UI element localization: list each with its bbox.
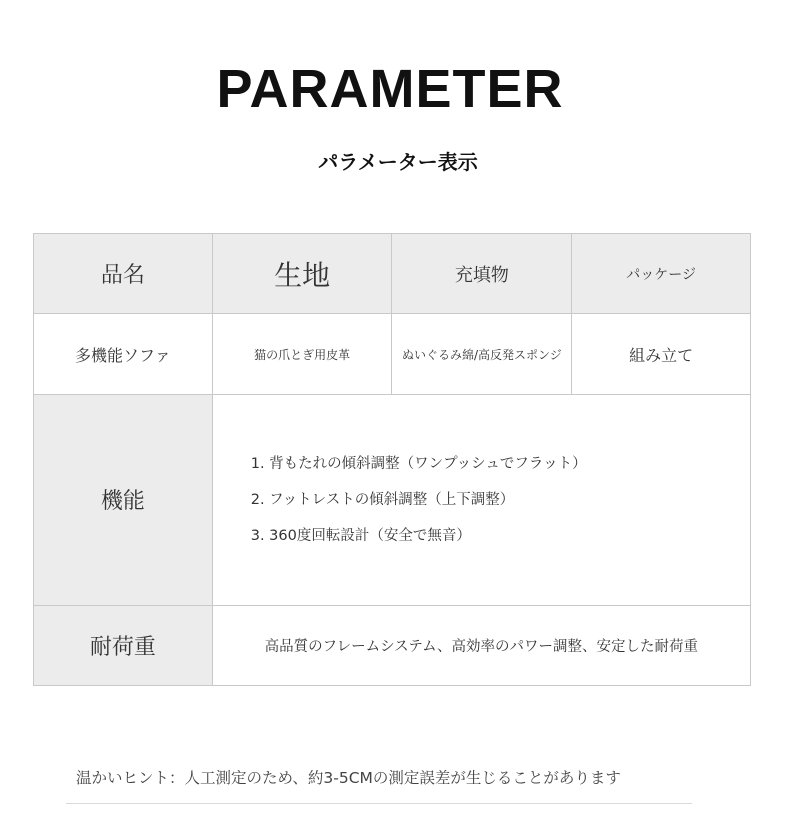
- table-row: [34, 394, 751, 605]
- header-cell-fabric: 生地: [212, 234, 392, 314]
- header-cell-package: パッケージ: [572, 234, 751, 314]
- value-cell-filling: ぬいぐるみ綿/高反発スポンジ: [392, 314, 572, 394]
- value-cell-package: 組み立て: [572, 314, 751, 394]
- features-label: 機能: [34, 394, 213, 605]
- page-title: PARAMETER: [216, 59, 564, 119]
- value-cell-fabric: 猫の爪とぎ用皮革: [212, 314, 392, 394]
- feature-item: 2. フットレストの傾斜調整（上下調整）: [250, 491, 515, 508]
- feature-item: 3. 360度回転設計（安全で無音）: [250, 527, 471, 544]
- header-cell-filling: 充填物: [392, 234, 572, 314]
- header-cell-product-name: 品名: [34, 234, 213, 314]
- feature-item: 1. 背もたれの傾斜調整（ワンプッシュでフラット）: [250, 455, 587, 472]
- value-cell-product-name: 多機能ソファ: [34, 314, 213, 394]
- features-list: [212, 394, 750, 605]
- load-description: 高品質のフレームシステム、高効率のパワー調整、安定した耐荷重: [212, 605, 750, 685]
- footer-divider: [66, 803, 692, 804]
- table-row: [34, 234, 751, 314]
- table-row: [34, 605, 751, 685]
- parameter-table: [33, 233, 751, 686]
- load-label: 耐荷重: [34, 605, 213, 685]
- table-row: [34, 314, 751, 394]
- footer-note: 温かいヒント：人工測定のため、約3-5CMの測定誤差が生じることがあります: [76, 769, 621, 787]
- page-subtitle: パラメーター表示: [318, 150, 478, 174]
